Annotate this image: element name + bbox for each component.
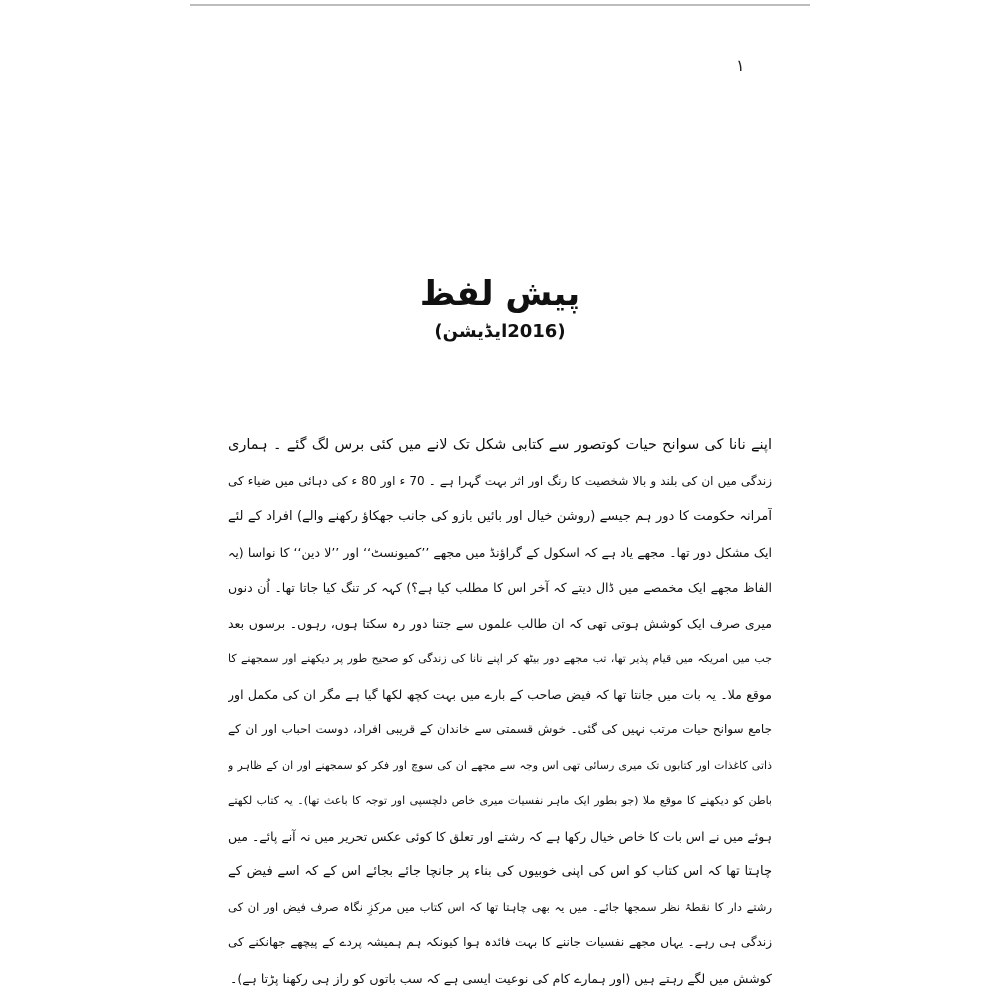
page-title: پیش لفظ (419, 274, 581, 314)
text-line: الفاظ مجھے ایک مخمصے میں ڈال دیتے کہ آخر اس کا مطلب کیا ہے؟) کہہ کر تنگ کیا جاتا تھا۔ اُن دنوں (228, 580, 772, 595)
text-line: جامع سوانح حیات مرتب نہیں کی گئی۔ خوش قسمتی سے خاندان کے قریبی افراد، دوست احباب اور ان کے (228, 722, 772, 736)
text-line: باطن کو دیکھنے کا موقع ملا (جو بطور ایک ماہر نفسیات میری خاص دلچسپی اور توجہ کا باعث تھا)۔ یہ کتاب لکھتے (228, 794, 772, 807)
edition-subtitle: (2016ایڈیشن) (434, 321, 566, 342)
text-line: زندگی میں ان کی بلند و بالا شخصیت کا رنگ اور اثر بہت گہرا ہے ۔ 70 ء اور 80 ء کی دہائی میں ضیاء کی (228, 473, 772, 488)
text-line: اپنے نانا کی سوانح حیات کوتصور سے کتابی شکل تک لانے میں کئی برس لگ گئے ۔ ہماری (228, 437, 772, 453)
text-line: رشتے دار کا نقطۂ نظر سمجھا جائے۔ میں یہ بھی چاہتا تھا کہ اس کتاب میں مرکزِ نگاہ صرف فیض اور ان کی (228, 899, 772, 914)
text-line: میری صرف ایک کوشش ہوتی تھی کہ ان طالب علموں سے جتنا دور رہ سکتا ہوں، رہوں۔ برسوں بعد (228, 615, 772, 631)
text-line: کوشش میں لگے رہتے ہیں (اور ہمارے کام کی نوعیت ایسی ہے کہ سب باتوں کو راز ہی رکھنا پڑتا ہے)۔ (230, 970, 772, 986)
body-paragraph (228, 428, 772, 996)
text-line: چاہتا تھا کہ اس کتاب کو اس کی اپنی خوبیوں کی بناء پر جانچا جائے بجائے اس کے کہ اسے فیض کے (228, 864, 772, 879)
text-line: ایک مشکل دور تھا۔ مجھے یاد ہے کہ اسکول کے گراؤنڈ میں مجھے ’’کمیونسٹ‘‘ اور ’’لا دین‘‘ کا نواسا (یہ (228, 544, 772, 560)
text-line: ہوئے میں نے اس بات کا خاص خیال رکھا ہے کہ رشتے اور تعلق کا کوئی عکس تحریر میں نہ آنے پائے۔ میں (228, 828, 772, 844)
text-line: ذاتی کاغذات اور کتابوں تک میری رسائی تھی اس وجہ سے مجھے ان کی سوچ اور فکر کو سمجھنے اور ان کے ظاہر و (228, 758, 772, 772)
text-line: زندگی ہی رہے۔ یہاں مجھے نفسیات جاننے کا بہت فائدہ ہوا کیونکہ ہم ہمیشہ پردے کے پیچھے جھانکنے کی (228, 935, 772, 949)
text-line: آمرانہ حکومت کا دور ہم جیسے (روشن خیال اور بائیں بازو کی جانب جھکاؤ رکھنے والے) افراد کے لئے (228, 509, 772, 524)
text-line: جب میں امریکہ میں قیام پذیر تھا، تب مجھے دور بیٹھ کر اپنے نانا کی زندگی کو صحیح طور پر دیکھنے اور سمجھنے کا (228, 652, 772, 665)
page-edge-line (190, 4, 810, 6)
page-number: ۱ (736, 56, 745, 75)
text-line: موقع ملا۔ یہ بات میں جانتا تھا کہ فیض صاحب کے بارے میں بہت کچھ لکھا گیا ہے مگر ان کی مکمل اور (228, 686, 772, 702)
